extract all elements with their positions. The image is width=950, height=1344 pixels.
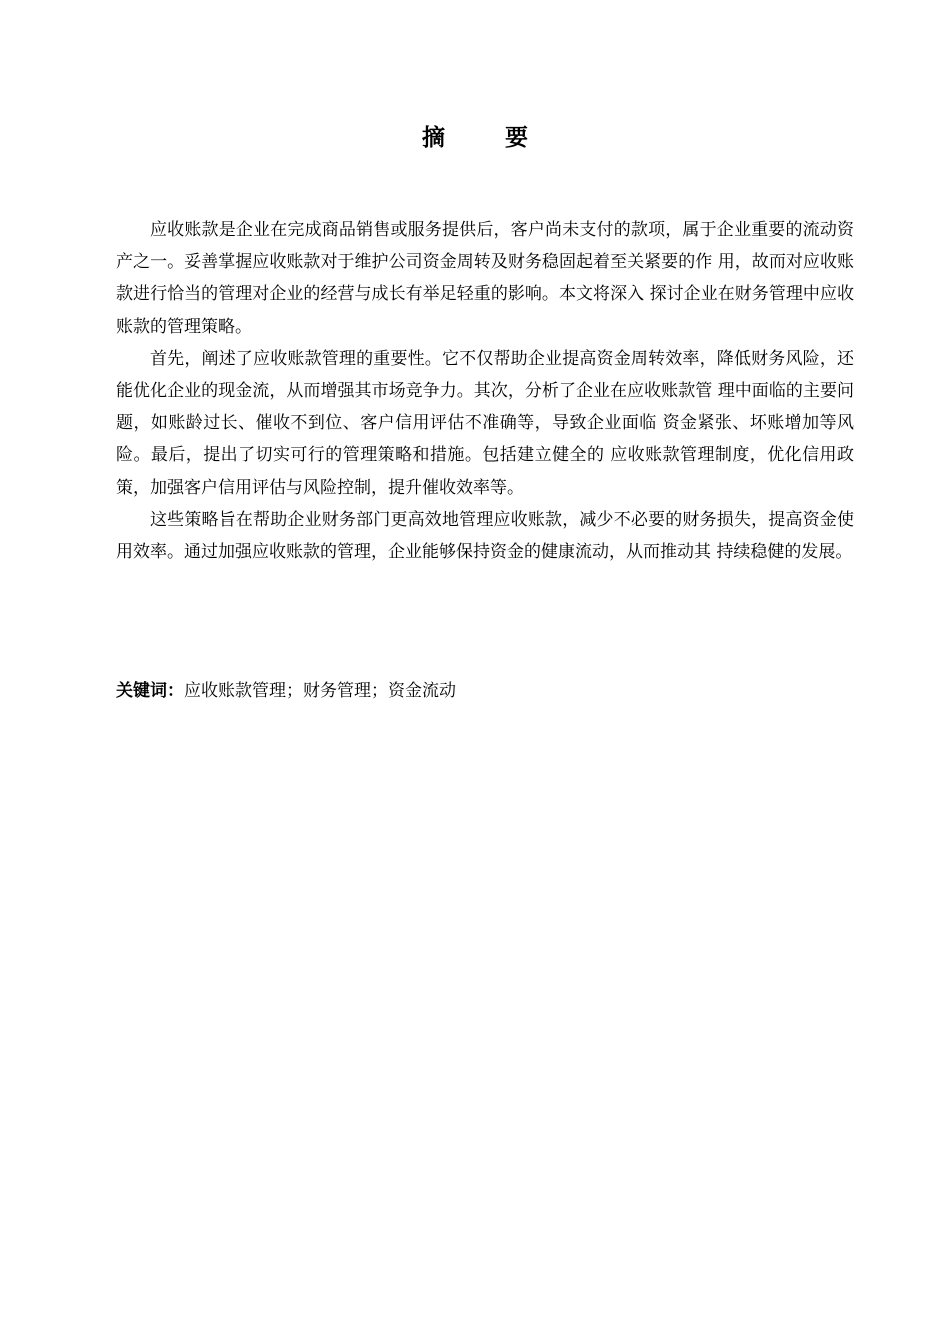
abstract-paragraph-3: 这些策略旨在帮助企业财务部门更高效地管理应收账款，减少不必要的财务损失，提高资金使用效率。通过加强应收账款的管理，企业能够保持资金的健康流动，从而推动其 持续稳健的发展。 <box>116 509 854 563</box>
keywords-value: 应收账款管理；财务管理；资金流动 <box>184 681 456 701</box>
keywords-label: 关键词： <box>116 681 184 701</box>
abstract-paragraph-2: 首先，阐述了应收账款管理的重要性。它不仅帮助企业提高资金周转效率，降低财务风险，还能优化企业的现金流，从而增强其市场竞争力。其次，分析了企业在应收账款管 理中面临的主要问题，如账龄过长、催收不到位、客户信用评估不准确等，导致企业面临 资金紧张、坏账增加等风险。最后，提出了切实可行的管理策略和措施。包括建立健全的 应收账款管理制度，优化信用政策，加强客户信用评估与风险控制，提升催收效率等。 <box>116 348 854 498</box>
keywords-line <box>116 676 854 706</box>
abstract-paragraph-1: 应收账款是企业在完成商品销售或服务提供后，客户尚未支付的款项，属于企业重要的流动资产之一。妥善掌握应收账款对于维护公司资金周转及财务稳固起着至关紧要的作 用，故而对应收账款进行恰当的管理对企业的经营与成长有举足轻重的影响。本文将深入 探讨企业在财务管理中应收账款的管理策略。 <box>116 220 854 337</box>
abstract-body <box>116 214 854 568</box>
abstract-title: 摘 要 <box>421 124 554 151</box>
